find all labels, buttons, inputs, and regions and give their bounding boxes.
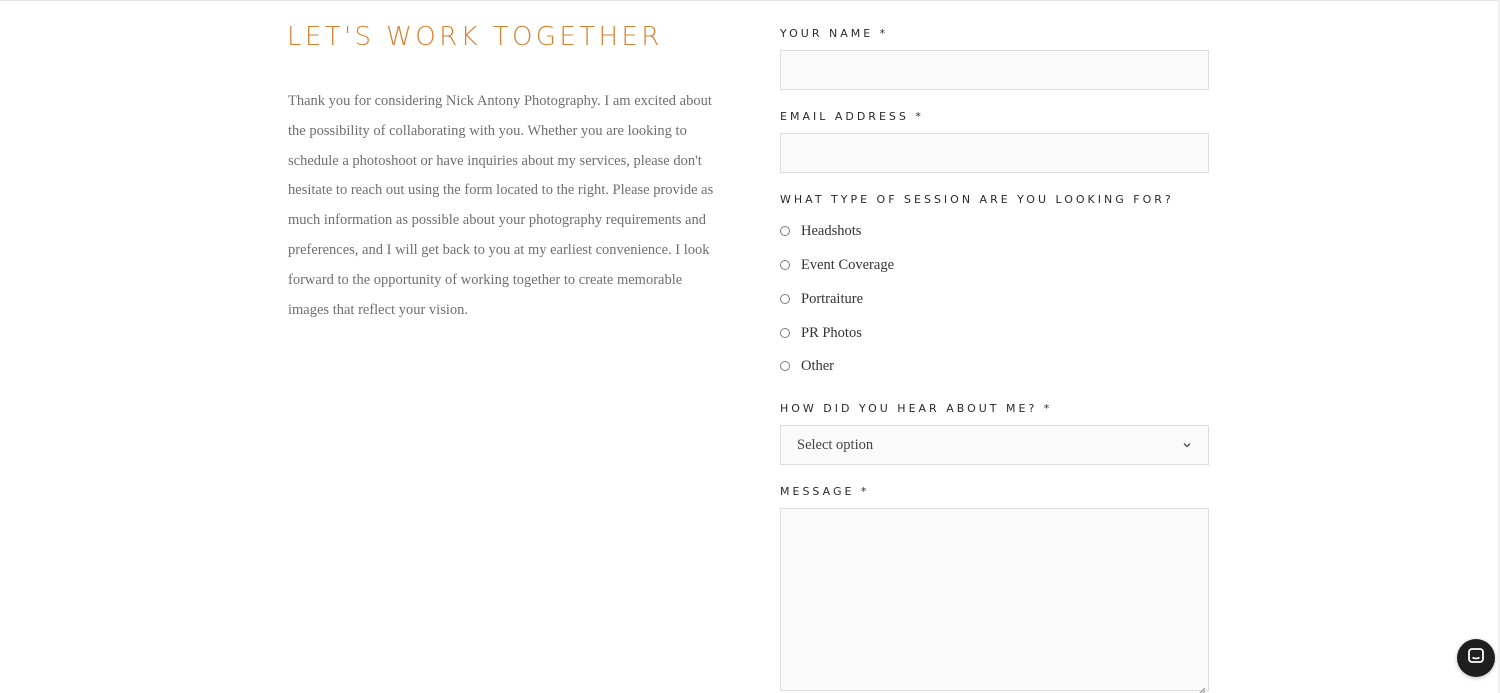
radio-button-icon[interactable]: [780, 226, 790, 236]
session-option-label: Portraiture: [801, 290, 864, 307]
referral-select-value: Select option: [797, 436, 874, 453]
email-field[interactable]: [780, 133, 1209, 173]
session-option-headshots[interactable]: [780, 221, 861, 241]
message-label: MESSAGE *: [780, 485, 870, 498]
session-option-portraiture[interactable]: [780, 289, 863, 309]
session-option-event-coverage[interactable]: [780, 255, 894, 275]
session-option-label: Headshots: [801, 222, 862, 239]
intro-paragraph: Thank you for considering Nick Antony Photography. I am excited about the possibility of collaborating with you. Whether you are looking to schedule a photoshoot or have inquiries about my services, please don't hesitate to reach out using the form located to the right. Please provide as much information as possible about your photography requirements and preferences, and I will get back to you at my earliest convenience. I look forward to the opportunity of working together to create memorable images that reflect your vision.: [288, 93, 714, 318]
session-option-label: Event Coverage: [801, 256, 895, 273]
page-title: LET'S WORK TOGETHER: [287, 22, 663, 52]
radio-button-icon[interactable]: [780, 361, 790, 371]
top-divider: [0, 0, 1500, 1]
session-option-label: Other: [801, 357, 835, 374]
chat-launcher-button[interactable]: [1457, 639, 1495, 677]
radio-button-icon[interactable]: [780, 260, 790, 270]
message-field[interactable]: [780, 508, 1209, 691]
radio-button-icon[interactable]: [780, 294, 790, 304]
session-option-pr-photos[interactable]: [780, 323, 862, 343]
session-type-label: WHAT TYPE OF SESSION ARE YOU LOOKING FOR?: [780, 193, 1174, 206]
chat-bubble-icon: [1467, 647, 1485, 669]
session-option-other[interactable]: [780, 356, 834, 376]
email-label: EMAIL ADDRESS *: [780, 110, 924, 123]
referral-select[interactable]: [780, 425, 1209, 465]
resize-grip-icon[interactable]: [1198, 680, 1206, 688]
radio-button-icon[interactable]: [780, 328, 790, 338]
session-option-label: PR Photos: [801, 324, 862, 341]
name-field[interactable]: [780, 50, 1209, 90]
referral-label: HOW DID YOU HEAR ABOUT ME? *: [780, 402, 1053, 415]
name-label: YOUR NAME *: [780, 27, 889, 40]
chevron-down-icon: [1182, 440, 1192, 450]
